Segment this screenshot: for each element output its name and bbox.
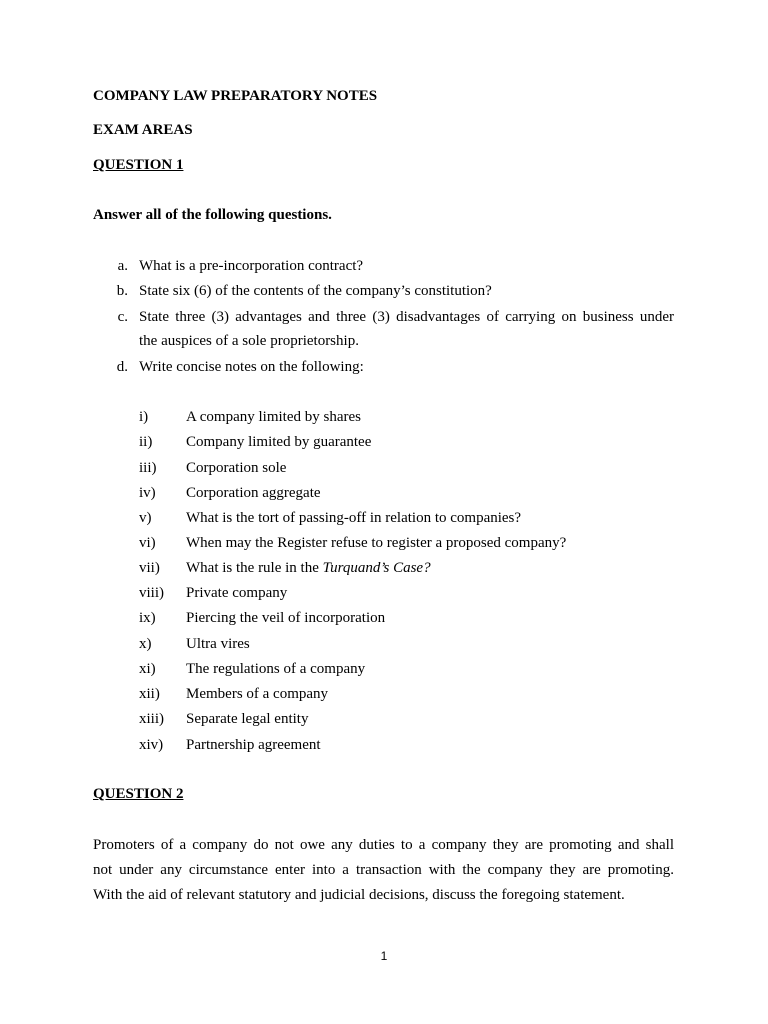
sublist-item-marker: xi) [139,661,156,677]
list-item-text-line2: the auspices of a sole proprietorship. [139,333,359,349]
sublist-item-marker: iv) [139,485,156,501]
document-subtitle: EXAM AREAS [93,122,193,138]
sublist-item-marker: iii) [139,460,157,476]
sublist-item-text: Partnership agreement [186,737,321,753]
sublist-item-marker: vi) [139,535,156,551]
sublist-item-marker: xiii) [139,711,164,727]
sublist-item-marker: ii) [139,434,153,450]
sublist-item-text: A company limited by shares [186,409,361,425]
sublist-item-text: Private company [186,585,288,601]
paragraph-line: Promoters of a company do not owe any duties to a company they are promoting and shall [93,837,674,853]
paragraph-line: not under any circumstance enter into a transaction with the company they are promoting. [93,862,674,878]
sublist-item-text: Separate legal entity [186,711,309,727]
question-2-heading: QUESTION 2 [93,786,184,802]
sublist-item-text-prefix: What is the rule in the [186,560,323,576]
list-item-marker: a. [117,258,128,274]
sublist-item-text: Company limited by guarantee [186,434,372,450]
sublist-item-text: Corporation sole [186,460,287,476]
question-1-instruction: Answer all of the following questions. [93,207,332,223]
sublist-item-marker: i) [139,409,149,425]
sublist-item-text: Ultra vires [186,636,250,652]
list-item-marker: b. [116,283,128,299]
sublist-item-text: Piercing the veil of incorporation [186,610,386,626]
sublist-item-text: Members of a company [186,686,329,702]
case-name: Turquand’s Case? [322,560,431,576]
list-item-text: State six (6) of the contents of the company’s constitution? [139,283,492,299]
sublist-item-marker: xii) [139,686,160,702]
sublist-item-marker: vii) [139,560,160,576]
sublist-item-marker: ix) [139,610,156,626]
sublist-item-marker: xiv) [139,737,164,753]
paragraph-line: With the aid of relevant statutory and judicial decisions, discuss the foregoing statement. [93,887,625,903]
sublist-item-text: When may the Register refuse to register a proposed company? [186,535,567,551]
sublist-item-marker: v) [139,510,152,526]
list-item-marker: d. [116,359,128,375]
page-number: 1 [380,949,388,963]
sublist-item-marker: x) [139,636,152,652]
list-item-text-line1: State three (3) advantages and three (3) disadvantages of carrying on business under [139,309,674,325]
sublist-item-text: What is the tort of passing-off in relation to companies? [186,510,522,526]
sublist-item-text [186,560,431,577]
sublist-item-text: Corporation aggregate [186,485,321,501]
question-1-heading: QUESTION 1 [93,157,184,173]
list-item-text: Write concise notes on the following: [139,359,364,375]
list-item-marker: c. [117,309,128,325]
list-item-text: What is a pre-incorporation contract? [139,258,364,274]
sublist-item-text: The regulations of a company [186,661,366,677]
sublist-item-marker: viii) [139,585,164,601]
document-title: COMPANY LAW PREPARATORY NOTES [93,88,378,104]
